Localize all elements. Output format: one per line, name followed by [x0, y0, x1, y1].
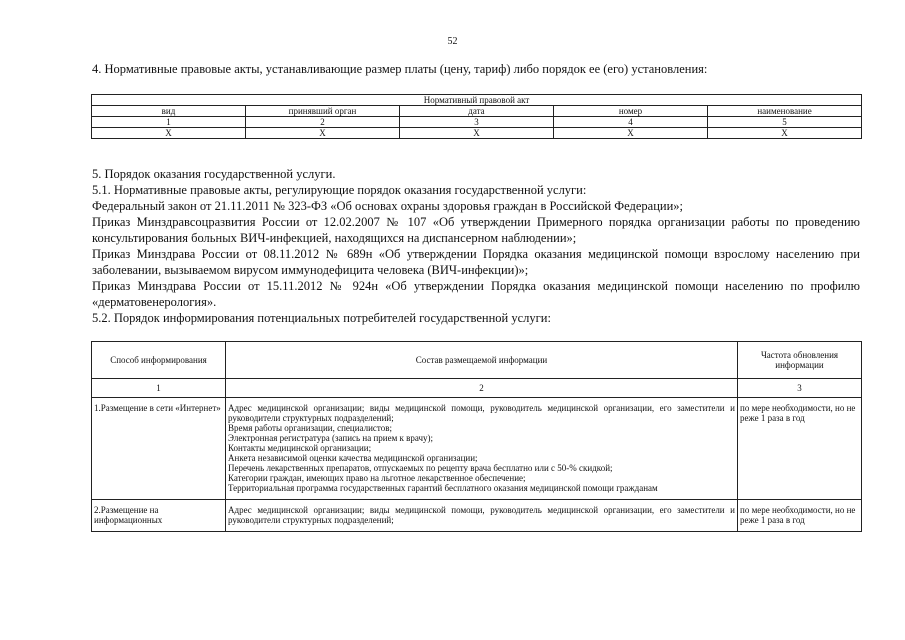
table-title-row [92, 95, 862, 106]
column-number: 3 [738, 379, 862, 398]
column-header: Способ информирования [92, 342, 226, 379]
table-cell: Х [554, 128, 708, 139]
page-number: 52 [447, 36, 458, 47]
info-content [226, 398, 738, 500]
info-frequency: по мере необходимости, но не реже 1 раза в год [738, 500, 862, 532]
info-content-line: Электронная регистратура (запись на прием к врачу); [228, 433, 434, 443]
info-content-line: Адрес медицинской организации; виды медицинской помощи, руководитель медицинской организации, его заместители и руководители структурных подразделений; [228, 403, 735, 423]
info-content-line: Адрес медицинской организации; виды медицинской помощи, руководитель медицинской организации, его заместители и руководители структурных подразделений; [228, 505, 735, 525]
table-number-row [92, 117, 862, 128]
table-cell: Х [400, 128, 554, 139]
legal-act-item: Приказ Минздрава России от 15.11.2012 № 924н «Об утверждении Порядка оказания медицинской помощи населению по профилю «дерматовенерология». [92, 279, 860, 309]
info-content-line: Анкета независимой оценки качества медицинской организации; [228, 453, 478, 463]
info-content-line: Территориальная программа государственных гарантий бесплатного оказания медицинской помощи гражданам [228, 483, 658, 493]
table-cell: Х [246, 128, 400, 139]
table-row [92, 128, 862, 139]
section-5-heading: 5. Порядок оказания государственной услуги. [92, 167, 336, 181]
table-header-row [92, 342, 862, 379]
legal-act-item: Приказ Минздрава России от 08.11.2012 № 689н «Об утверждении Порядка оказания медицинской помощи взрослому населению при заболевании, вызываемом вирусом иммунодефицита человека (ВИЧ-инфекции)»; [92, 247, 860, 277]
column-number: 1 [92, 379, 226, 398]
info-content [226, 500, 738, 532]
info-content-line: Категории граждан, имеющих право на льготное лекарственное обеспечение; [228, 473, 526, 483]
column-number: 4 [554, 117, 708, 128]
info-method: 2.Размещение на информационных [92, 500, 226, 532]
legal-acts-table [91, 94, 862, 139]
column-number: 2 [246, 117, 400, 128]
section-4-heading: 4. Нормативные правовые акты, устанавливающие размер платы (цену, тариф) либо порядок ее (его) установления: [92, 62, 708, 76]
column-number: 2 [226, 379, 738, 398]
section-5-1-heading: 5.1. Нормативные правовые акты, регулирующие порядок оказания государственной услуги: [92, 183, 587, 197]
column-header: Состав размещаемой информации [226, 342, 738, 379]
column-header: наименование [708, 106, 862, 117]
legal-act-item: Приказ Минздравсоцразвития России от 12.02.2007 № 107 «Об утверждении Примерного порядка организации работы по проведению консультирования больных ВИЧ-инфекцией, находящихся на диспансерном наблюдении»; [92, 215, 860, 245]
column-number: 3 [400, 117, 554, 128]
legal-act-item: Федеральный закон от 21.11.2011 № 323-ФЗ «Об основах охраны здоровья граждан в Российской Федерации»; [92, 199, 684, 213]
column-number: 1 [92, 117, 246, 128]
column-header: Частота обновления информации [738, 342, 862, 379]
column-number: 5 [708, 117, 862, 128]
table-number-row [92, 379, 862, 398]
table-row [92, 398, 862, 500]
section-5-2-heading: 5.2. Порядок информирования потенциальных потребителей государственной услуги: [92, 311, 551, 325]
info-content-line: Время работы организации, специалистов; [228, 423, 392, 433]
info-method: 1.Размещение в сети «Интернет» [92, 398, 226, 500]
info-content-line: Контакты медицинской организации; [228, 443, 372, 453]
info-content-line: Перечень лекарственных препаратов, отпускаемых по рецепту врача бесплатно или с 50-% скидкой; [228, 463, 613, 473]
column-header: дата [400, 106, 554, 117]
column-header: принявший орган [246, 106, 400, 117]
column-header: вид [92, 106, 246, 117]
table-title: Нормативный правовой акт [92, 95, 862, 106]
table-row [92, 500, 862, 532]
info-frequency: по мере необходимости, но не реже 1 раза в год [738, 398, 862, 500]
information-table [91, 341, 862, 532]
table-cell: Х [708, 128, 862, 139]
table-cell: Х [92, 128, 246, 139]
table-header-row [92, 106, 862, 117]
column-header: номер [554, 106, 708, 117]
section-5 [92, 166, 860, 326]
